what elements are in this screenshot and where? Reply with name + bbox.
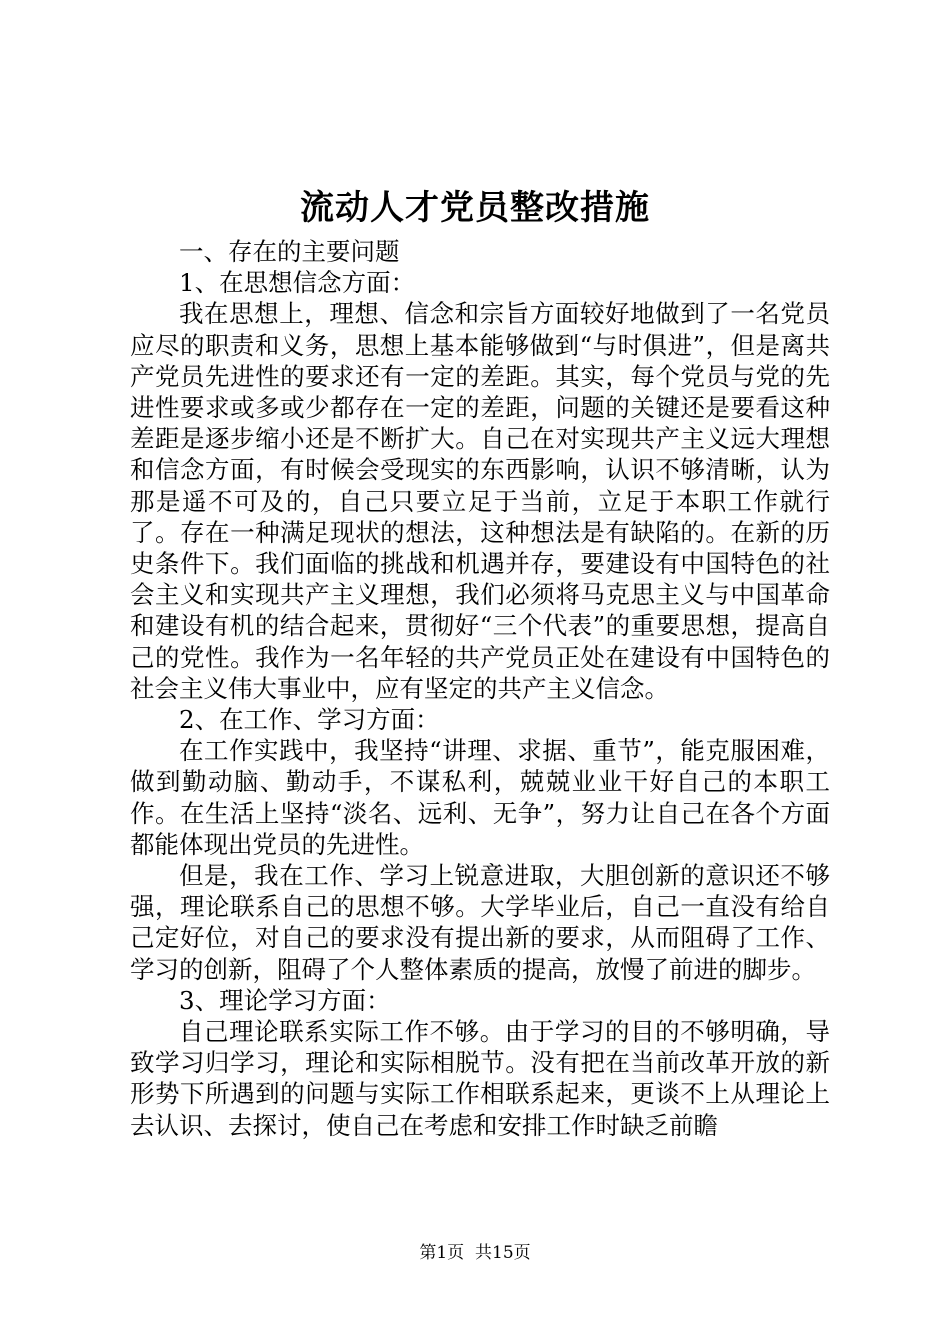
body-paragraph: 在工作实践中，我坚持“讲理、求据、重节”，能克服困难，做到勤动脑、勤动手，不谋私利，兢兢业业干好自己的本职工作。在生活上坚持“淡名、远利、无争”，努力让自己在各个方面都能体现出党员的先进性。 [130, 736, 830, 859]
body-paragraph: 但是，我在工作、学习上锐意进取，大胆创新的意识还不够强，理论联系自己的思想不够。大学毕业后，自己一直没有给自己定好位，对自己的要求没有提出新的要求，从而阻碍了工作、学习的创新，阻碍了个人整体素质的提高，放慢了前进的脚步。 [130, 861, 830, 984]
page-footer [0, 1241, 950, 1265]
total-pages: 共15页 [475, 1243, 531, 1263]
page-number: 第1页 [419, 1243, 465, 1263]
subsection-heading: 1、在思想信念方面： [179, 268, 416, 298]
subsection-heading: 3、理论学习方面： [179, 985, 391, 1015]
document-title: 流动人才党员整改措施 [300, 188, 650, 228]
section-heading: 一、存在的主要问题 [179, 237, 400, 266]
document-body [130, 236, 830, 1141]
body-paragraph: 自己理论联系实际工作不够。由于学习的目的不够明确，导致学习归学习，理论和实际相脱节。没有把在当前改革开放的新形势下所遇到的问题与实际工作相联系起来，更谈不上从理论上去认识、去探讨，使自己在考虑和安排工作时缺乏前瞻 [130, 1017, 830, 1140]
body-paragraph: 我在思想上，理想、信念和宗旨方面较好地做到了一名党员应尽的职责和义务，思想上基本能够做到“与时俱进”，但是离共产党员先进性的要求还有一定的差距。其实，每个党员与党的先进性要求或多或少都存在一定的差距，问题的关键还是要看这种差距是逐步缩小还是不断扩大。自己在对实现共产主义远大理想和信念方面，有时候会受现实的东西影响，认识不够清晰，认为那是遥不可及的，自己只要立足于当前，立足于本职工作就行了。存在一种满足现状的想法，这种想法是有缺陷的。在新的历史条件下。我们面临的挑战和机遇并存，要建设有中国特色的社会主义和实现共产主义理想，我们必须将马克思主义与中国革命和建设有机的结合起来，贯彻好“三个代表”的重要思想，提高自己的党性。我作为一名年轻的共产党员正处在建设有中国特色的社会主义伟大事业中，应有坚定的共产主义信念。 [130, 299, 830, 703]
subsection-heading: 2、在工作、学习方面： [179, 705, 440, 735]
